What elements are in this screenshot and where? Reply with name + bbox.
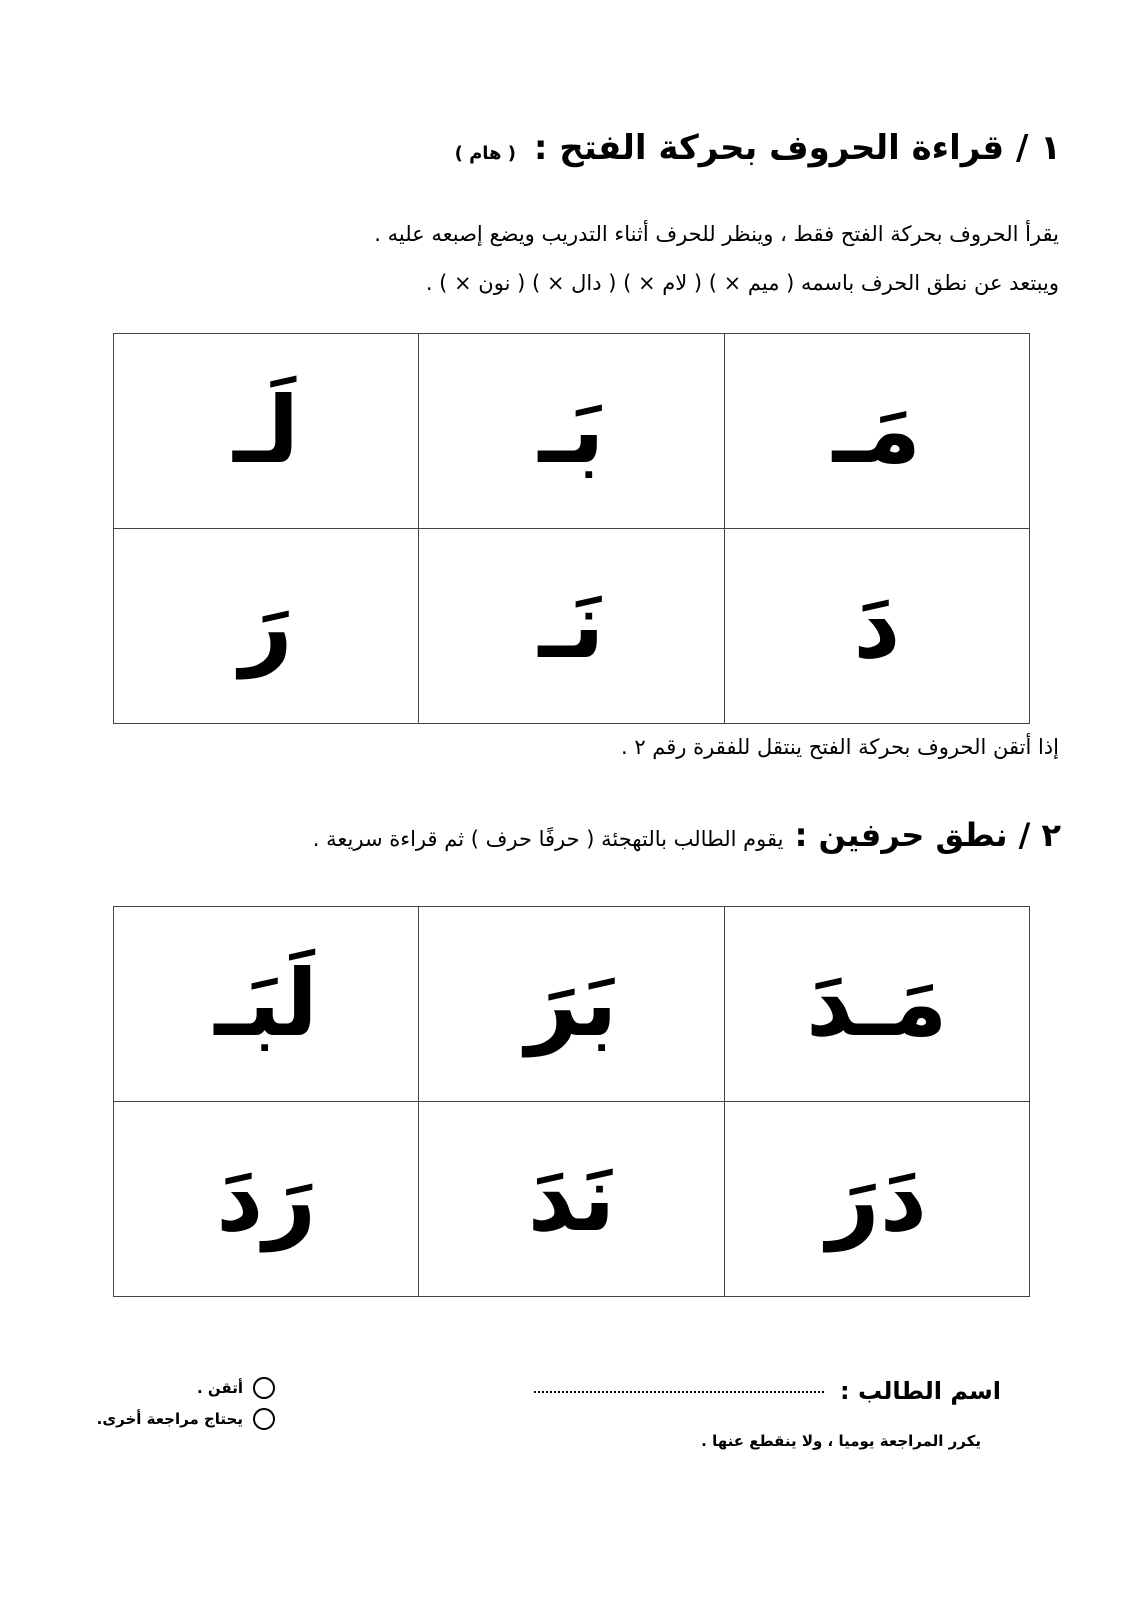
letter-cell: نَـ xyxy=(419,529,724,724)
letter-cell: رَ xyxy=(114,529,419,724)
letter-cell: لَـ xyxy=(114,334,419,529)
review-note: يكرر المراجعة يوميا ، ولا ينقطع عنها . xyxy=(701,1432,981,1450)
syllable-cell: دَرَ xyxy=(724,1102,1029,1297)
grid-row xyxy=(114,1102,1030,1297)
syllable-cell: نَدَ xyxy=(419,1102,724,1297)
syllable-cell: رَدَ xyxy=(114,1102,419,1297)
checkbox-circle-icon[interactable] xyxy=(253,1408,275,1430)
syllable-cell: مَـدَ xyxy=(724,907,1029,1102)
option-needs-review[interactable] xyxy=(97,1408,275,1430)
student-name-field xyxy=(534,1377,1001,1405)
section2-description: يقوم الطالب بالتهجئة ( حرفًا حرف ) ثم قراءة سريعة . xyxy=(312,827,784,851)
grid-row xyxy=(114,334,1030,529)
grid-row xyxy=(114,907,1030,1102)
section2-title-text: ٢ / نطق حرفين : xyxy=(794,816,1061,854)
syllable-cell: لَبَـ xyxy=(114,907,419,1102)
option-mastered[interactable] xyxy=(197,1377,275,1399)
section1-instruction-2: ويبتعد عن نطق الحرف باسمه ( ميم × ) ( لام × ) ( دال × ) ( نون × ) . xyxy=(425,271,1059,295)
syllable-cell: بَرَ xyxy=(419,907,724,1102)
letter-cell: بَـ xyxy=(419,334,724,529)
letter-cell: دَ xyxy=(724,529,1029,724)
student-name-blank[interactable] xyxy=(534,1391,824,1393)
option-label: يحتاج مراجعة أخرى. xyxy=(96,1410,243,1428)
section1-title-note: ( هام ) xyxy=(454,143,517,164)
section1-letter-grid xyxy=(113,333,1030,724)
section2-title xyxy=(313,816,1061,854)
student-name-label: اسم الطالب : xyxy=(839,1377,1001,1405)
option-label: أتقن . xyxy=(197,1379,243,1397)
section1-after-text: إذا أتقن الحروف بحركة الفتح ينتقل للفقرة رقم ٢ . xyxy=(620,735,1059,759)
section1-instruction-1: يقرأ الحروف بحركة الفتح فقط ، وينظر للحرف أثناء التدريب ويضع إصبعه عليه . xyxy=(374,222,1059,246)
grid-row xyxy=(114,529,1030,724)
checkbox-circle-icon[interactable] xyxy=(253,1377,275,1399)
section1-title-text: ١ / قراءة الحروف بحركة الفتح : xyxy=(533,128,1061,168)
letter-cell: مَـ xyxy=(724,334,1029,529)
section1-title xyxy=(455,128,1061,168)
section2-syllable-grid xyxy=(113,906,1030,1297)
